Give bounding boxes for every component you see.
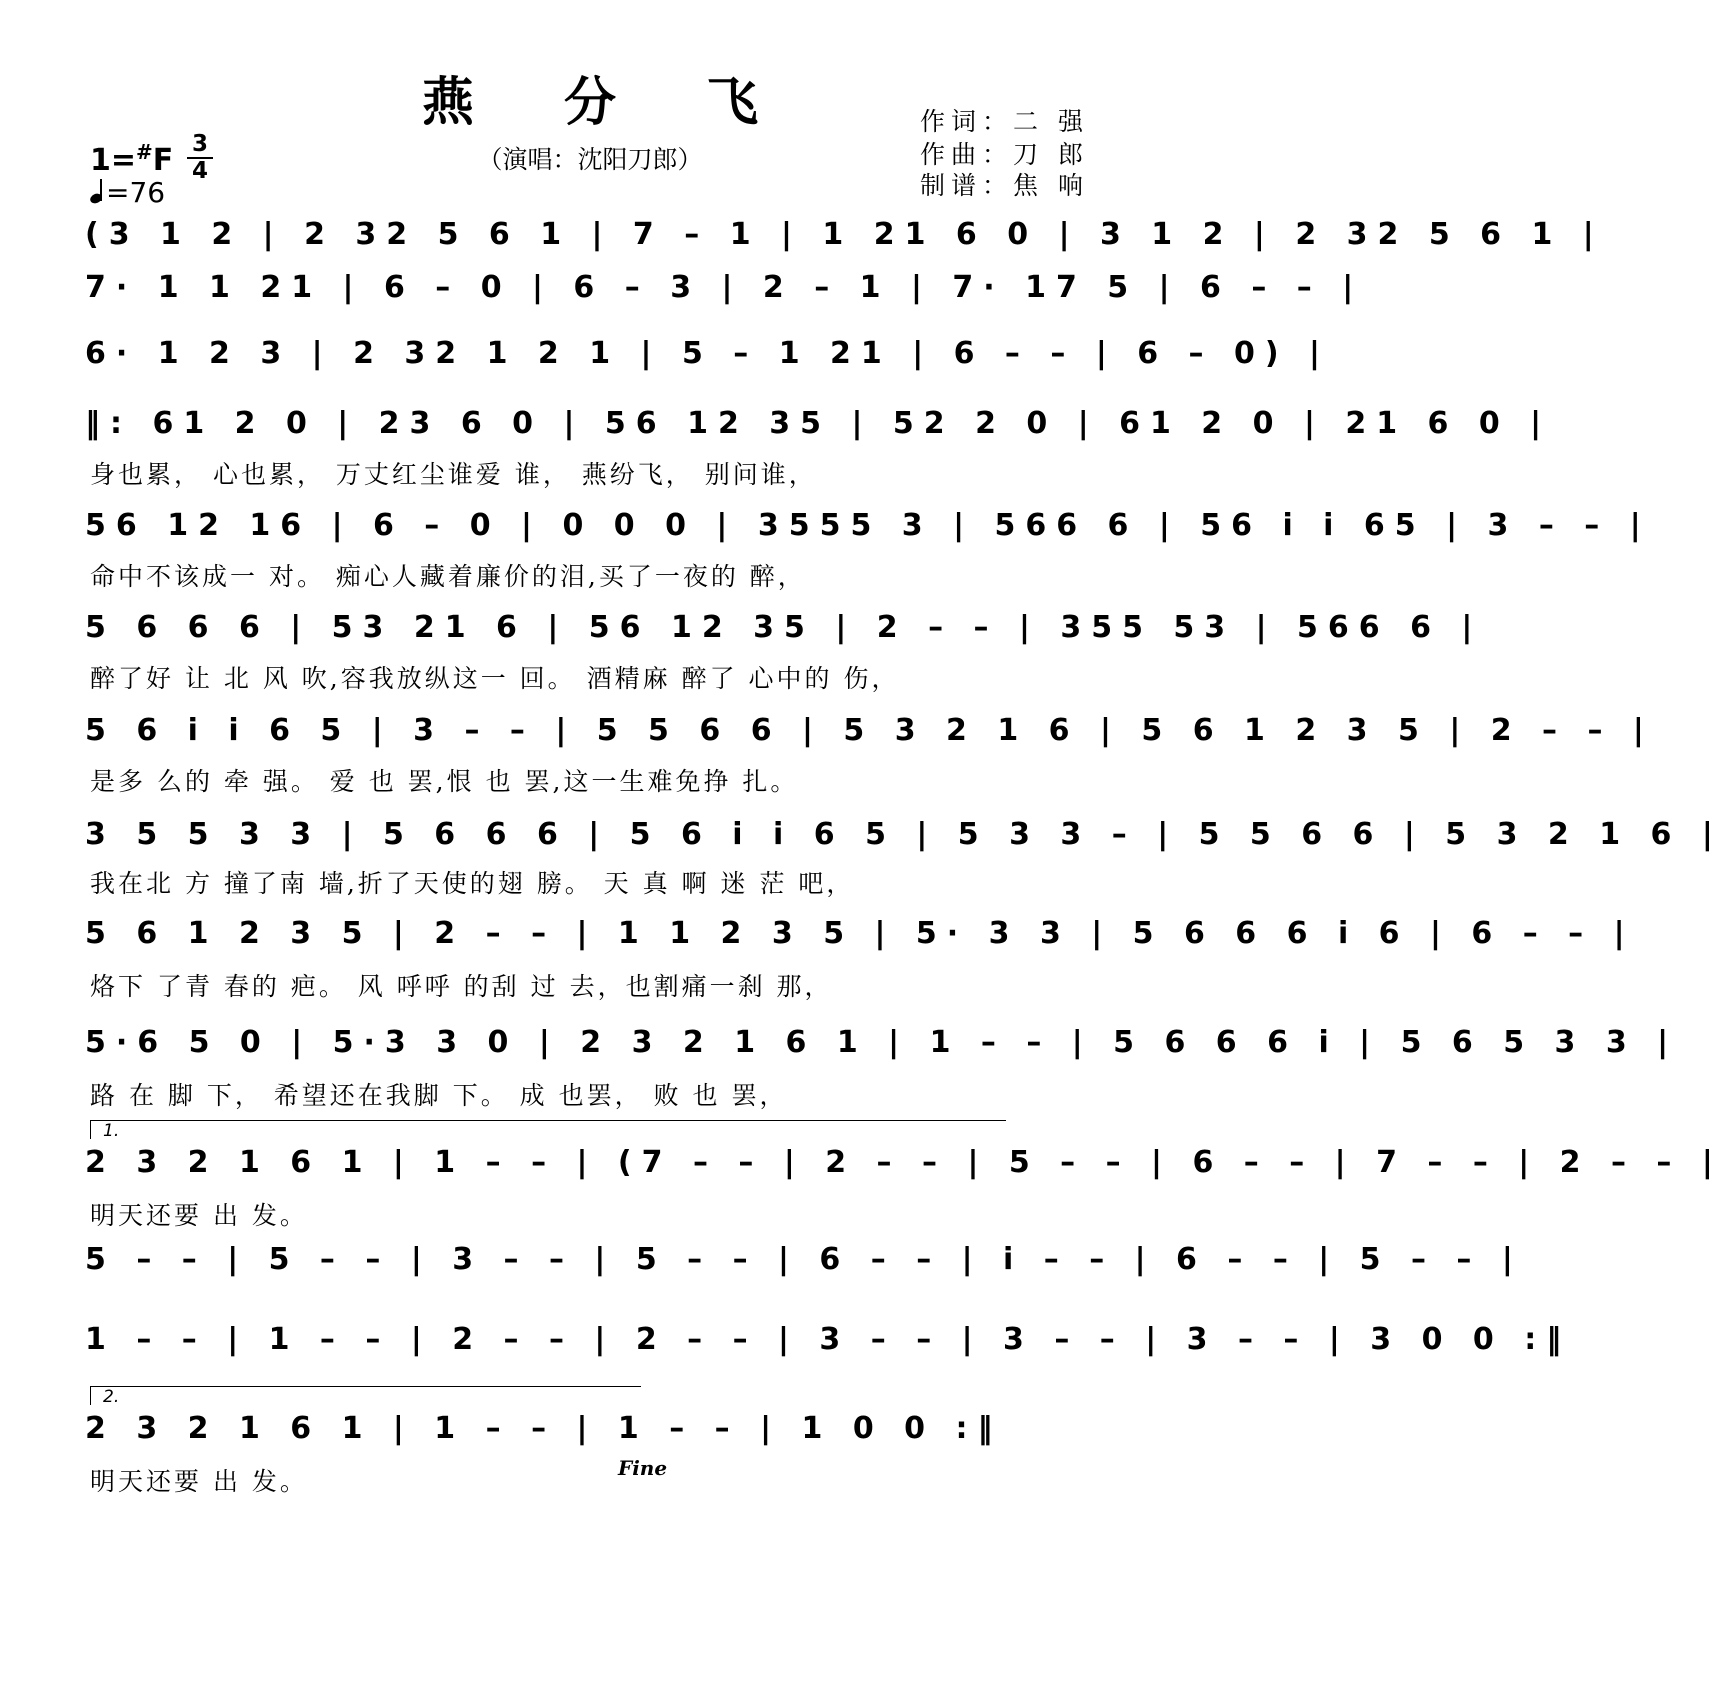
lyric-line-1: 身也累， 心也累， 万丈红尘谁爱 谁， 燕纷飞， 别问谁， (90, 460, 817, 489)
volta-1-label: 1. (103, 1121, 120, 1141)
lyric-line-4: 是多 么的 牵 强。 爱 也 罢,恨 也 罢,这一生难免挣 扎。 (90, 767, 799, 796)
second-ending-bracket (90, 1386, 641, 1405)
score-row-3: 6· 1 2 3 | 2 32 1 2 1 | 5 – 1 21 | 6 – – | 6 – 0) | (85, 336, 1330, 371)
score-row-12: 5 – – | 5 – – | 3 – – | 5 – – | 6 – – | i – – | 6 – – | 5 – – | (85, 1242, 1523, 1277)
score-row-2: 7· 1 1 21 | 6 – 0 | 6 – 3 | 2 – 1 | 7· 17 5 | 6 – – | (85, 270, 1364, 305)
composer-credit: 作曲：刀 郎 (920, 140, 1089, 169)
lyric-line-7: 路 在 脚 下， 希望还在我脚 下。 成 也罢， 败 也 罢， (90, 1081, 788, 1110)
lyric-line-8: 明天还要 出 发。 (90, 1201, 308, 1230)
volta-2-label: 2. (103, 1387, 120, 1407)
lyric-line-3: 醉了好 让 北 风 吹,容我放纵这一 回。 酒精麻 醉了 心中的 伤， (90, 664, 900, 693)
key-prefix: 1= (90, 143, 137, 178)
score-row-9: 5 6 1 2 3 5 | 2 – – | 1 1 2 3 5 | 5· 3 3 | 5 6 6 6 i 6 | 6 – – | (85, 916, 1635, 951)
score-row-7: 5 6 i i 6 5 | 3 – – | 5 5 6 6 | 5 3 2 1 6 | 5 6 1 2 3 5 | 2 – – | (85, 713, 1654, 748)
time-bottom: 4 (187, 157, 213, 184)
lyricist-credit: 作词：二 强 (920, 107, 1089, 136)
lyric-line-6: 烙下 了青 春的 疤。 风 呼呼 的刮 过 去，也割痛一刹 那， (90, 972, 833, 1001)
score-row-13: 1 – – | 1 – – | 2 – – | 2 – – | 3 – – | 3 – – | 3 – – | 3 0 0 :‖ (85, 1322, 1572, 1357)
score-row-14: 2 3 2 1 6 1 | 1 – – | 1 – – | 1 0 0 :‖ (85, 1411, 1003, 1446)
tempo-marking (90, 176, 165, 209)
first-ending-bracket (90, 1120, 1006, 1139)
score-row-5: 56 12 16 | 6 – 0 | 0 0 0 | 3555 3 | 566 6 | 56 i i 65 | 3 – – | (85, 508, 1651, 543)
song-title: 燕 分 飞 (421, 72, 795, 133)
score-row-6: 5 6 6 6 | 53 21 6 | 56 12 35 | 2 – – | 355 53 | 566 6 | (85, 610, 1483, 645)
lyric-line-2: 命中不该成一 对。 痴心人藏着廉价的泪,买了一夜的 醉， (90, 562, 806, 591)
score-row-1: (3 1 2 | 2 32 5 6 1 | 7 – 1 | 1 21 6 0 | 3 1 2 | 2 32 5 6 1 | (85, 217, 1604, 252)
time-top: 3 (191, 131, 208, 157)
sharp-sign: # (136, 140, 153, 164)
score-row-10: 5·6 5 0 | 5·3 3 0 | 2 3 2 1 6 1 | 1 – – | 5 6 6 6 i | 5 6 5 3 3 | (85, 1025, 1679, 1060)
key-note: F (152, 143, 174, 178)
score-row-11: 2 3 2 1 6 1 | 1 – – | (7 – – | 2 – – | 5 – – | 6 – – | 7 – – | 2 – – | (85, 1145, 1723, 1180)
time-signature (187, 132, 213, 184)
quarter-note-icon (90, 177, 106, 205)
singer-credit: （演唱：沈阳刀郎） (477, 145, 703, 174)
score-row-4: ‖: 61 2 0 | 23 6 0 | 56 12 35 | 52 2 0 | 61 2 0 | 21 6 0 | (85, 406, 1552, 441)
fine-marking: Fine (618, 1456, 668, 1480)
arranger-credit: 制谱：焦 响 (920, 171, 1089, 200)
key-signature (90, 140, 173, 178)
tempo-value: =76 (106, 176, 166, 209)
lyric-line-5: 我在北 方 撞了南 墙,折了天使的翅 膀。 天 真 啊 迷 茫 吧， (90, 869, 855, 898)
lyric-line-9: 明天还要 出 发。 (90, 1467, 308, 1496)
score-row-8: 3 5 5 3 3 | 5 6 6 6 | 5 6 i i 6 5 | 5 3 3 – | 5 5 6 6 | 5 3 2 1 6 | (85, 817, 1723, 852)
